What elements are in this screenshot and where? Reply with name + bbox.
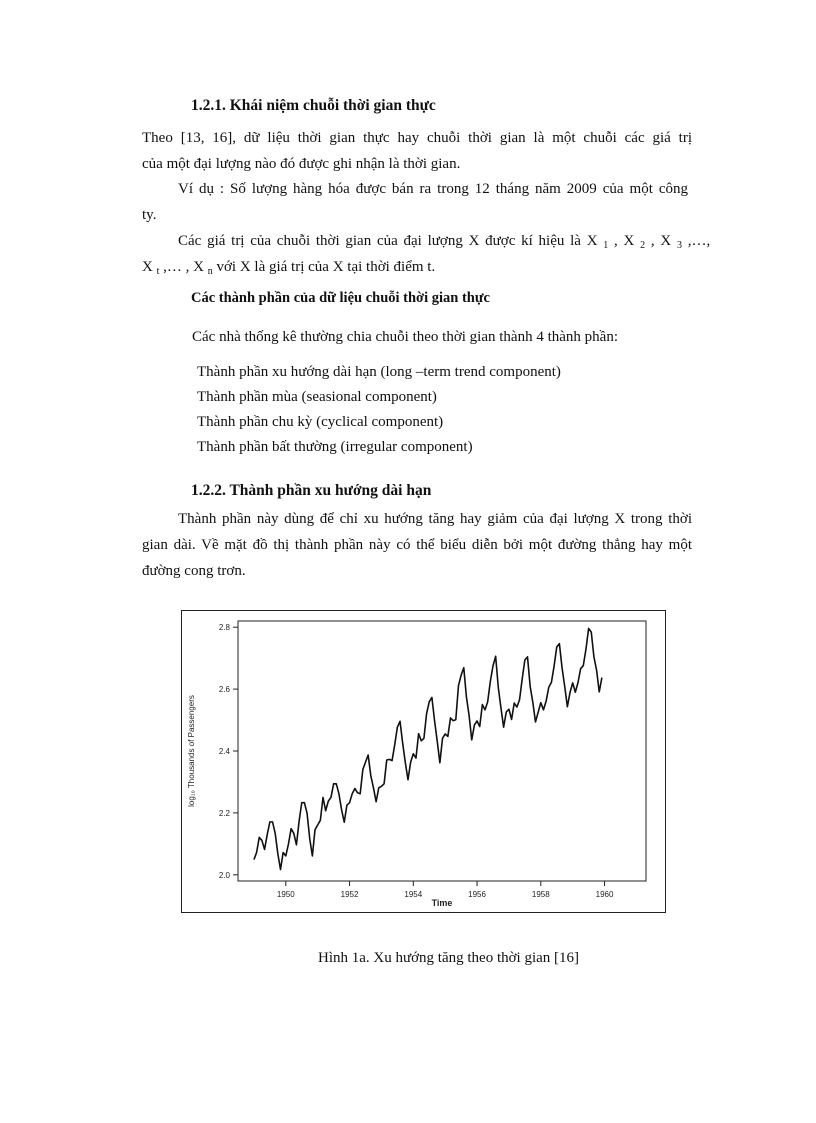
notation-x: X	[142, 259, 153, 275]
paragraph-definition-line-1: Theo [13, 16], dữ liệu thời gian thực hay chuỗi thời gian là một chuỗi các giá trị	[142, 130, 692, 146]
subscript-2: 2	[640, 240, 646, 251]
paragraph-example-line-2: ty.	[142, 207, 157, 223]
component-item-irregular: Thành phần bất thường (irregular component)	[197, 439, 473, 455]
x-tick-label: 1956	[468, 890, 486, 899]
components-intro: Các nhà thống kê thường chia chuỗi theo thời gian thành 4 thành phần:	[192, 329, 618, 345]
x-axis	[277, 881, 614, 899]
section-heading-1-2-2: 1.2.2. Thành phần xu hướng dài hạn	[191, 482, 432, 499]
paragraph-notation-line-2	[142, 259, 435, 277]
notation-end: với X là giá trị của X tại thời điểm t.	[216, 259, 436, 275]
paragraph-example-line-1: Ví dụ : Số lượng hàng hóa được bán ra trong 12 tháng năm 2009 của một công	[178, 181, 688, 197]
y-tick-label: 2.2	[218, 808, 230, 818]
component-item-trend: Thành phần xu hướng dài hạn (long –term trend component)	[197, 364, 561, 380]
figure-frame	[181, 610, 666, 913]
subscript-n: n	[207, 266, 213, 277]
components-heading: Các thành phần của dữ liệu chuỗi thời gian thực	[191, 290, 490, 306]
x-tick-label: 1960	[595, 890, 614, 899]
notation-mid: ,… , X	[163, 259, 204, 275]
notation-sep-2: , X	[650, 233, 672, 249]
x-axis-label: Time	[431, 898, 453, 908]
subscript-3: 3	[676, 240, 682, 251]
y-tick-label: 2.0	[218, 870, 230, 880]
x-tick-label: 1952	[340, 890, 359, 899]
paragraph-trend-line-3: đường cong trơn.	[142, 563, 246, 579]
paragraph-trend-line-1: Thành phần này dùng để chỉ xu hướng tăng hay giảm của đại lượng X trong thời	[178, 511, 692, 527]
subscript-1: 1	[603, 240, 609, 251]
series-line	[254, 628, 602, 869]
x-tick-label: 1950	[276, 890, 295, 899]
notation-tail: ,…,	[687, 233, 711, 249]
component-item-seasonal: Thành phần mùa (seasional component)	[197, 389, 437, 405]
paragraph-definition-line-2: của một đại lượng nào đó được ghi nhận là thời gian.	[142, 156, 461, 172]
y-axis	[219, 623, 238, 880]
section-heading-1-2-1: 1.2.1. Khái niệm chuỗi thời gian thực	[191, 97, 436, 114]
y-tick-label: 2.6	[218, 685, 230, 695]
notation-text-a: Các giá trị của chuỗi thời gian của đại lượng X được kí hiệu là X	[178, 233, 598, 249]
x-tick-label: 1958	[531, 890, 550, 899]
x-tick-label: 1954	[404, 890, 423, 899]
line-chart	[182, 611, 664, 911]
y-tick-label: 2.8	[218, 623, 230, 633]
y-axis-label: log₁₀ Thousands of Passengers	[187, 695, 196, 807]
component-item-cyclical: Thành phần chu kỳ (cyclical component)	[197, 414, 444, 430]
y-tick-label: 2.4	[218, 747, 230, 756]
notation-sep-1: , X	[614, 233, 635, 249]
paragraph-trend-line-2: gian dài. Về mặt đồ thị thành phần này có thể biểu diễn bởi một đường thẳng hay một	[142, 537, 692, 553]
paragraph-notation-line-1	[178, 233, 710, 251]
subscript-t: t	[156, 266, 160, 277]
figure-caption: Hình 1a. Xu hướng tăng theo thời gian [16]	[318, 950, 580, 966]
